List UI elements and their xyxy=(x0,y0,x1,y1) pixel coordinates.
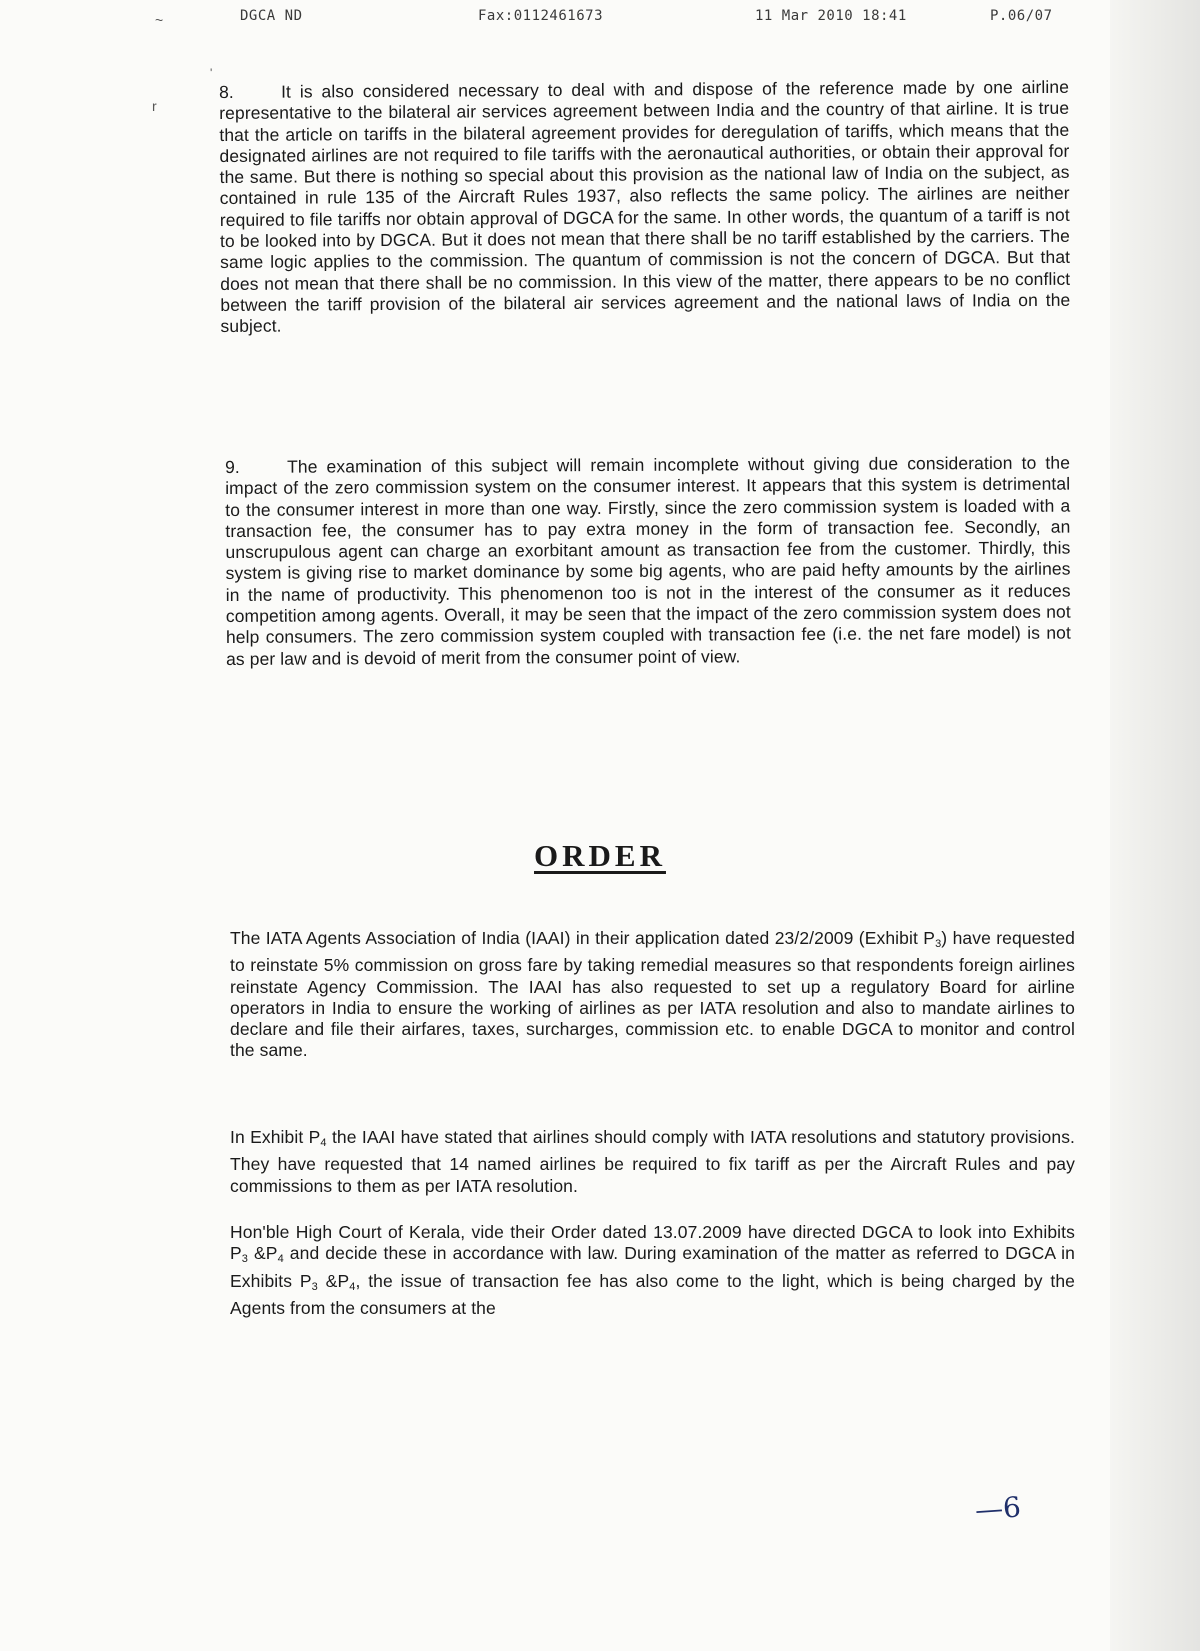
order-paragraph-2: In Exhibit $P_4$ the IAAI have stated that airlines should comply with IATA resolutions and statutory provisions. They have requested that 14 named airlines be required to fix tariff as per the Aircraft Rules and pay commissions to them as per IATA resolution. xyxy=(230,1127,1076,1196)
paragraph-8 xyxy=(219,77,1071,338)
fax-header xyxy=(0,8,1200,32)
margin-mark: r xyxy=(152,98,157,114)
fax-number: Fax:0112461673 xyxy=(478,8,604,24)
paragraph-text: It is also considered necessary to deal with and dispose of the reference made by one airline representative to the bilateral air services agreement between India and the country of that airline. It is true that the article on tariffs in the bilateral agreement provides for deregulation of tariffs, which means that the designated airlines are not required to file tariffs with the aeronautical authorities, or obtain their approval for the same. But there is nothing so special about this provision as the national law of India on the subject, as contained in rule 135 of the Aircraft Rules 1937, also reflects the same policy. The airlines are neither required to file tariffs nor obtain approval of DGCA for the same. In other words, the quantum of a tariff is not to be looked into by DGCA. But it does not mean that there shall be no tariff established by the carriers. The same logic applies to the commission. The quantum of commission is not the concern of DGCA. But that does not mean that there shall be no commission. In this view of the matter, there appears to be no conflict between the tariff provision of the bilateral air services agreement and the national laws of India on the subject. xyxy=(219,76,1071,337)
margin-mark: ~ xyxy=(155,12,164,28)
scan-edge-strip xyxy=(1110,0,1200,1651)
order-paragraph-3: Hon'ble High Court of Kerala, vide their Order dated 13.07.2009 have directed DGCA to look into Exhibits $P_3$ $\&P_4$ and decide these in accordance with law. During examination of the matter as referred to DGCA in Exhibits $P_3$ $\&P_4$, the issue of transaction fee has also come to the light, which is being charged by the Agents from the consumers at the xyxy=(230,1222,1075,1318)
fax-page-number: P.06/07 xyxy=(990,8,1053,24)
paragraph-9 xyxy=(225,453,1071,670)
handwritten-page-number: —6 xyxy=(973,1490,1022,1527)
order-paragraph-1: The IATA Agents Association of India (IAAI) in their application dated 23/2/2009 (Exhibit $P_3$) have requested to reinstate 5% commission on gross fare by taking remedial measures so that respondents foreign airlines reinstate Agency Commission. The IAAI has also requested to set up a regulatory Board for airline operators in India to ensure the working of airlines as per IATA resolution and also to mandate airlines to declare and file their airfares, taxes, surcharges, commission etc. to enable DGCA to monitor and control the same. xyxy=(230,928,1075,1061)
margin-mark: ' xyxy=(210,66,213,80)
fax-sender: DGCA ND xyxy=(240,8,303,24)
paragraph-number: 8. xyxy=(219,81,234,102)
order-heading: ORDER xyxy=(534,838,666,873)
paragraph-number: 9. xyxy=(225,456,240,477)
paragraph-text: The examination of this subject will remain incomplete without giving due consideration to the impact of the zero commission system on the consumer interest. It appears that this system is detrimental to the consumer interest in more than one way. Firstly, since the zero commission system is loaded with a transaction fee, the consumer has to pay extra money in the form of transaction fee. Secondly, an unscrupulous agent can charge an exorbitant amount as transaction fee from the customer. Thirdly, this system is giving rise to market dominance by some big agents, who are paid hefty amounts by the airlines in the name of productivity. This phenomenon too is not in the interest of the consumer as it reduces competition among agents. Overall, it may be seen that the impact of the zero commission system does not help consumers. The zero commission system coupled with transaction fee (i.e. the net fare model) is not as per law and is devoid of merit from the consumer point of view. xyxy=(225,452,1071,669)
fax-date: 11 Mar 2010 18:41 xyxy=(755,8,907,24)
